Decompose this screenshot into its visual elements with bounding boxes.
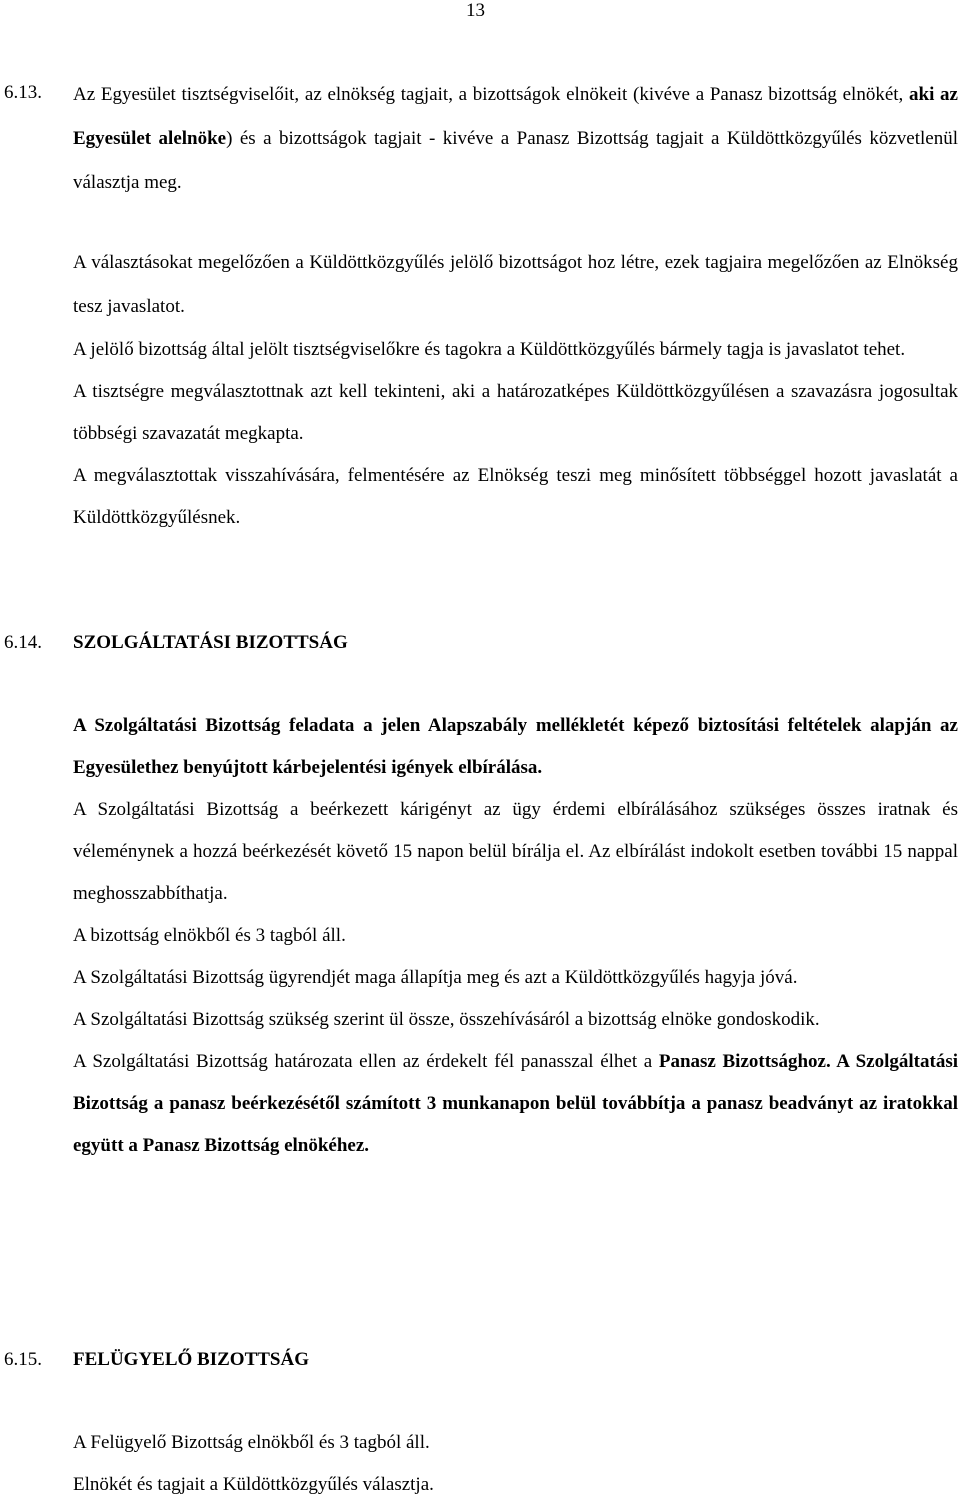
paragraph: A választásokat megelőzően a Küldöttközgyűlés jelölő bizottságot hoz létre, ezek tagjaira megelőzően az Elnökség tesz javaslatot.: [73, 252, 958, 317]
text-run: ) és a bizottságok tagjait - kivéve a Panasz Bizottság tagjait a Küldöttközgyűlés közvetlenül választja meg.: [73, 128, 959, 193]
section-6-15-body: [73, 1422, 958, 1506]
paragraph-bold: A Szolgáltatási Bizottság feladata a jelen Alapszabály mellékletét képező biztosítási feltételek alapján az Egyesülethez benyújtott kárbejelentési igények elbírálása.: [73, 715, 958, 778]
paragraph: A tisztségre megválasztottnak azt kell tekinteni, aki a határozatképes Küldöttközgyűlésen a szavazásra jogosultak többségi szavazatát megkapta.: [73, 381, 958, 444]
section-6-13-rest: [73, 241, 958, 539]
paragraph: A jelölő bizottság által jelölt tisztségviselőkre és tagokra a Küldöttközgyűlés bármely tagja is javaslatot tehet.: [73, 339, 906, 360]
text-run: A Szolgáltatási Bizottság határozata ellen az érdekelt fél panasszal élhet a: [73, 1051, 659, 1072]
paragraph: [73, 1041, 958, 1167]
paragraph: A Szolgáltatási Bizottság ügyrendjét maga állapítja meg és azt a Küldöttközgyűlés hagyja jóvá.: [73, 967, 798, 988]
section-heading-6-14: SZOLGÁLTATÁSI BIZOTTSÁG: [73, 632, 348, 653]
paragraph: A Szolgáltatási Bizottság szükség szerint ül össze, összehívásáról a bizottság elnöke gondoskodik.: [73, 1009, 820, 1030]
section-number-6-15: 6.15.: [4, 1349, 42, 1370]
paragraph: A bizottság elnökből és 3 tagból áll.: [73, 925, 346, 946]
page-number: 13: [466, 0, 485, 21]
section-heading-6-15: FELÜGYELŐ BIZOTTSÁG: [73, 1349, 309, 1370]
section-6-14-body: [73, 705, 958, 1167]
paragraph: A megválasztottak visszahívására, felmentésére az Elnökség teszi meg minősített többséggel hozott javaslatát a Küldöttközgyűlésnek.: [73, 465, 958, 528]
paragraph: A Szolgáltatási Bizottság a beérkezett kárigényt az ügy érdemi elbírálásához szükséges összes iratnak és véleménynek a hozzá beérkezését követő 15 napon belül bírálja el. Az elbírálást indokolt esetben további 15 nappal meghosszabbíthatja.: [73, 799, 958, 904]
bold-text-run: Panasz Bizottsághoz. A Szolgáltatási Bizottság a panasz beérkezésétől számított 3 munkanapon belül továbbítja a panasz beadványt az iratokkal együtt a Panasz Bizottság elnökéhez.: [73, 1051, 958, 1156]
paragraph: A Felügyelő Bizottság elnökből és 3 tagból áll.: [73, 1432, 430, 1453]
bold-text-run: aki az Egyesület alelnöke: [73, 84, 958, 149]
text-run: Az Egyesület tisztségviselőit, az elnökség tagjait, a bizottságok elnökeit (kivéve a Panasz bizottság elnökét,: [73, 84, 909, 105]
paragraph: [73, 73, 958, 205]
section-number-6-13: 6.13.: [4, 82, 42, 103]
section-number-6-14: 6.14.: [4, 632, 42, 653]
paragraph: Elnökét és tagjait a Küldöttközgyűlés választja.: [73, 1474, 434, 1495]
section-6-13-body: [73, 73, 958, 205]
